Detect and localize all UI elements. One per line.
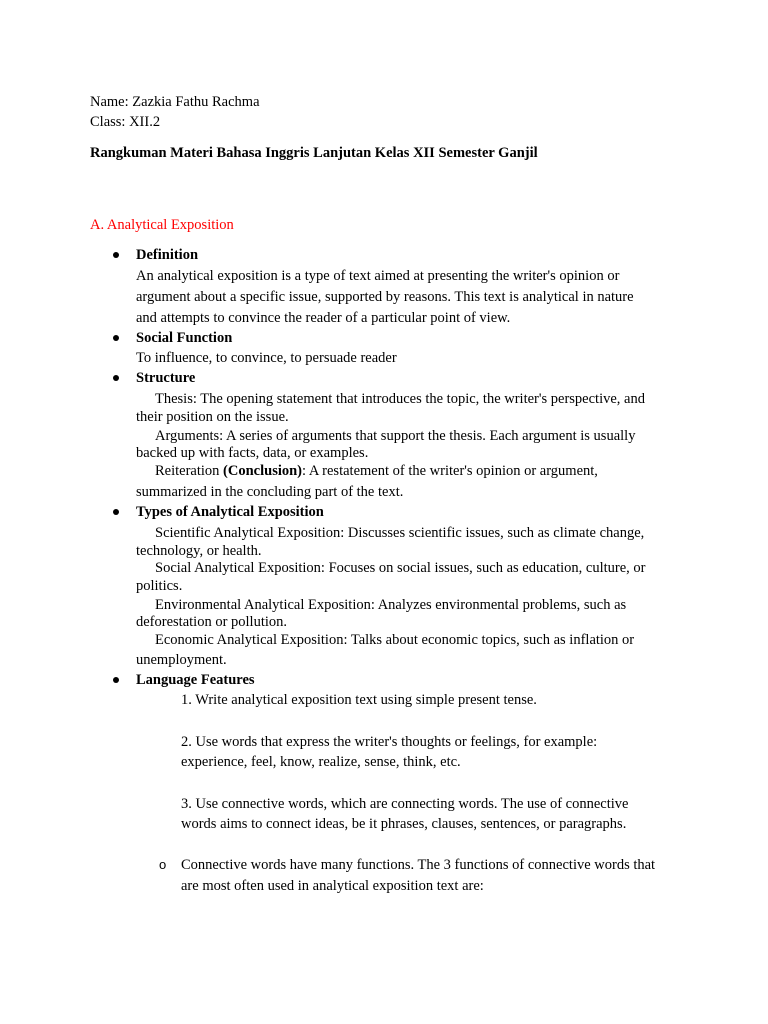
- connective-note: Connective words have many functions. The 3 functions of connective words that: [181, 857, 656, 873]
- type-item: technology, or health.: [136, 543, 262, 559]
- bullet-icon: [113, 509, 119, 515]
- language-feature-item: 3. Use connective words, which are connecting words. The use of connective: [181, 796, 629, 812]
- definition-label: Definition: [136, 247, 199, 263]
- type-item: Scientific Analytical Exposition: Discusses scientific issues, such as climate change,: [155, 525, 645, 541]
- structure-reiteration: summarized in the concluding part of the text.: [136, 484, 404, 500]
- type-item: unemployment.: [136, 652, 227, 668]
- connective-note: are most often used in analytical exposition text are:: [181, 878, 484, 894]
- language-feature-item: experience, feel, know, realize, sense, think, etc.: [181, 754, 461, 770]
- type-item: Environmental Analytical Exposition: Analyzes environmental problems, such as: [155, 597, 627, 613]
- document-title: Rangkuman Materi Bahasa Inggris Lanjutan Kelas XII Semester Ganjil: [90, 145, 538, 161]
- language-feature-item: 1. Write analytical exposition text using simple present tense.: [181, 692, 537, 708]
- types-label: Types of Analytical Exposition: [136, 504, 324, 520]
- structure-label: Structure: [136, 370, 196, 386]
- reiteration-conclusion: (Conclusion): [223, 463, 303, 479]
- structure-thesis: their position on the issue.: [136, 409, 289, 425]
- language-feature-item: 2. Use words that express the writer's thoughts or feelings, for example:: [181, 734, 598, 750]
- circle-bullet-icon: o: [159, 857, 167, 872]
- social-function-text: To influence, to convince, to persuade reader: [136, 350, 397, 366]
- bullet-icon: [113, 252, 119, 258]
- type-item: Social Analytical Exposition: Focuses on social issues, such as education, culture, or: [155, 560, 646, 576]
- student-class: Class: XII.2: [90, 114, 161, 130]
- bullet-icon: [113, 375, 119, 381]
- definition-text: An analytical exposition is a type of text aimed at presenting the writer's opinion or: [136, 268, 620, 284]
- definition-text: argument about a specific issue, supported by reasons. This text is analytical in nature: [136, 289, 634, 305]
- student-name: Name: Zazkia Fathu Rachma: [90, 94, 260, 110]
- structure-thesis: Thesis: The opening statement that introduces the topic, the writer's perspective, and: [155, 391, 645, 407]
- bullet-icon: [113, 335, 119, 341]
- bullet-icon: [113, 677, 119, 683]
- section-heading: A. Analytical Exposition: [90, 217, 234, 233]
- structure-reiteration: [155, 462, 598, 480]
- reiteration-term: Reiteration: [155, 463, 224, 479]
- structure-arguments: backed up with facts, data, or examples.: [136, 445, 369, 461]
- type-item: Economic Analytical Exposition: Talks about economic topics, such as inflation or: [155, 632, 635, 648]
- social-function-label: Social Function: [136, 330, 233, 346]
- definition-text: and attempts to convince the reader of a particular point of view.: [136, 310, 511, 326]
- type-item: deforestation or pollution.: [136, 614, 288, 630]
- language-feature-item: words aims to connect ideas, be it phrases, clauses, sentences, or paragraphs.: [181, 816, 627, 832]
- type-item: politics.: [136, 578, 183, 594]
- language-features-label: Language Features: [136, 672, 255, 688]
- structure-arguments: Arguments: A series of arguments that support the thesis. Each argument is usually: [155, 428, 636, 444]
- reiteration-desc: : A restatement of the writer's opinion or argument,: [302, 463, 598, 479]
